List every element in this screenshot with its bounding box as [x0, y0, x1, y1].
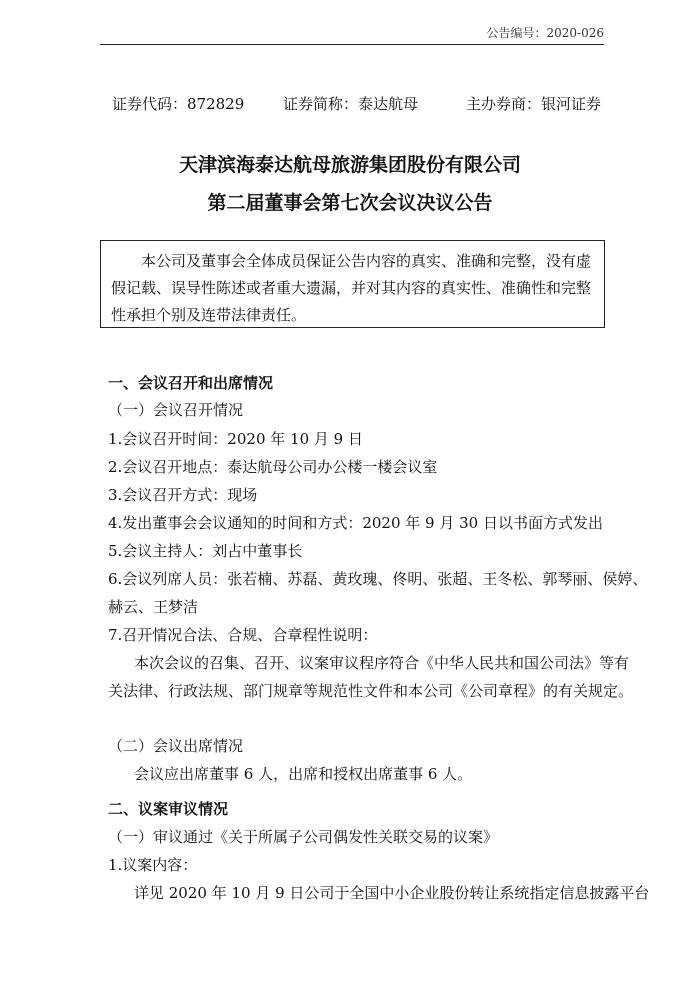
paragraph-line: 会议应出席董事 6 人，出席和授权出席董事 6 人。 [134, 765, 473, 783]
securities-code: 证券代码：872829 [112, 95, 245, 113]
list-item: 3.会议召开方式：现场 [108, 486, 258, 504]
subsection-heading: （一）会议召开情况 [108, 401, 244, 419]
notice-text: 本公司及董事会全体成员保证公告内容的真实、准确和完整，没有虚假记载、误导性陈述或者重大遗漏，并对其内容的真实性、准确性和完整性承担个别及连带法律责任。 [111, 252, 592, 324]
header-rule [100, 44, 604, 45]
list-item: 6.会议列席人员：张若楠、苏磊、黄玫瑰、佟明、张超、王冬松、郭琴丽、侯婷、 [108, 570, 648, 588]
securities-abbreviation: 证券简称：泰达航母 [283, 95, 419, 113]
sponsor-broker: 主办券商：银河证券 [466, 95, 602, 113]
section-heading-2: 二、议案审议情况 [108, 800, 229, 818]
list-item: 4.发出董事会会议通知的时间和方式：2020 年 9 月 30 日以书面方式发出 [108, 514, 603, 532]
subsection-heading: （一）审议通过《关于所属子公司偶发性关联交易的议案》 [108, 828, 499, 846]
notice-box [100, 240, 605, 328]
document-title: 第二届董事会第七次会议决议公告 [207, 192, 493, 214]
list-item: 5.会议主持人：刘占中董事长 [108, 542, 303, 560]
list-item-continuation: 赫云、王梦洁 [108, 598, 199, 616]
paragraph-line: 关法律、行政法规、部门规章等规范性文件和本公司《公司章程》的有关规定。 [108, 682, 634, 700]
paragraph-line: 详见 2020 年 10 月 9 日公司于全国中小企业股份转让系统指定信息披露平台 [134, 884, 650, 902]
list-item: 2.会议召开地点：泰达航母公司办公楼一楼会议室 [108, 458, 438, 476]
paragraph-line: 本次会议的召集、召开、议案审议程序符合《中华人民共和国公司法》等有 [134, 654, 630, 672]
announcement-number: 公告编号：2020-026 [486, 26, 604, 40]
list-item: 1.议案内容： [108, 856, 198, 874]
list-item: 1.会议召开时间：2020 年 10 月 9 日 [108, 430, 363, 448]
company-title: 天津滨海泰达航母旅游集团股份有限公司 [178, 154, 521, 176]
subsection-heading: （二）会议出席情况 [108, 737, 244, 755]
list-item: 7.召开情况合法、合规、合章程性说明： [108, 626, 378, 644]
section-heading-1: 一、会议召开和出席情况 [108, 374, 274, 392]
